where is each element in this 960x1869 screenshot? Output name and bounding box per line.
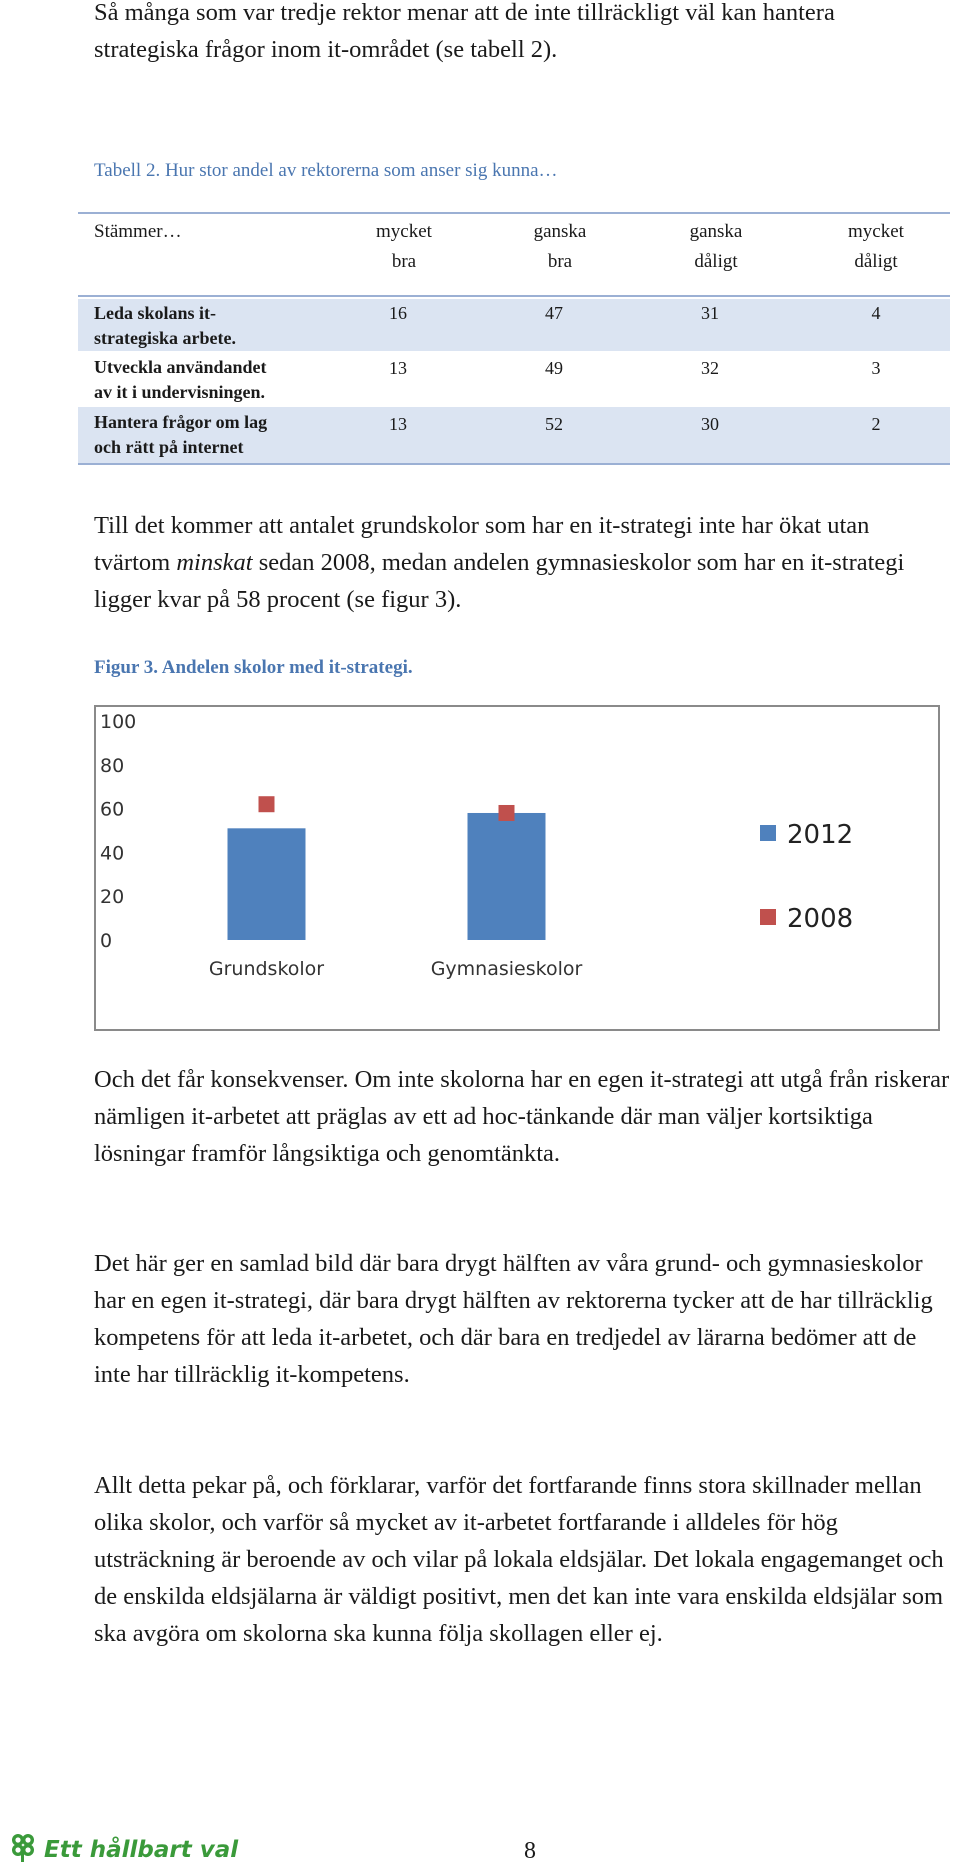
y-tick-label: 20 bbox=[100, 886, 125, 909]
table-cell: 47 bbox=[545, 303, 563, 323]
col-4-line1: mycket bbox=[848, 221, 904, 242]
row-1-label-line2: strategiska arbete. bbox=[94, 328, 236, 348]
table-cell: 4 bbox=[871, 303, 881, 323]
col-2-line1: ganska bbox=[533, 221, 587, 242]
table-row-label-3 bbox=[94, 410, 324, 460]
y-tick-label: 60 bbox=[100, 798, 125, 821]
table-cell: 3 bbox=[871, 358, 881, 378]
table-header-col-3 bbox=[646, 217, 786, 277]
chart-svg bbox=[96, 707, 938, 1029]
y-tick-label: 40 bbox=[100, 842, 125, 865]
legend-swatch-2012 bbox=[760, 825, 776, 841]
figure-caption: Figur 3. Andelen skolor med it-strategi. bbox=[94, 657, 413, 678]
table-cell: 52 bbox=[545, 414, 563, 434]
table-cell: 30 bbox=[701, 414, 719, 434]
row-1-label-line1: Leda skolans it- bbox=[94, 303, 217, 323]
col-2-line2: bra bbox=[547, 251, 573, 272]
y-tick-label: 0 bbox=[100, 930, 113, 952]
paragraph-4: Det här ger en samlad bild där bara drygt hälften av våra grund- och gymnasieskolor har en egen it-strategi, där bara drygt hälften av rektorerna tycker att de har tillräcklig kompetens för att leda it-arbetet, och där bara en tredjedel av lärarna bedömer att de inte har tillräcklig it-kompetens. bbox=[94, 1250, 933, 1388]
row-3-label-line1: Hantera frågor om lag bbox=[94, 412, 268, 432]
bar-2012-gymnasieskolor bbox=[468, 813, 546, 940]
col-1-line2: bra bbox=[391, 251, 417, 272]
bar-2012-grundskolor bbox=[228, 828, 306, 940]
paragraph-2-text-b: sedan 2008, medan andelen gymnasieskolor som har en it-strategi ligger kvar på 58 procent (se figur 3). bbox=[94, 549, 905, 613]
table-row-label-2 bbox=[94, 355, 324, 405]
table-row-label-1 bbox=[94, 301, 324, 351]
table-header-col-4 bbox=[806, 217, 946, 277]
table-cell: 2 bbox=[871, 414, 881, 434]
marker-2008-grundskolor bbox=[259, 796, 275, 812]
y-tick-label: 80 bbox=[100, 754, 125, 777]
table-cell: 49 bbox=[545, 358, 563, 378]
figure-3-chart bbox=[94, 705, 940, 1031]
intro-paragraph: Så många som var tredje rektor menar att de inte tillräckligt väl kan hantera strategiska frågor inom it-området (se tabell 2). bbox=[94, 0, 835, 63]
legend-label-2008: 2008 bbox=[787, 904, 854, 934]
marker-2008-gymnasieskolor bbox=[499, 805, 515, 821]
row-3-label-line2: och rätt på internet bbox=[94, 437, 244, 457]
paragraph-2 bbox=[94, 507, 944, 618]
table-cell: 32 bbox=[701, 358, 719, 378]
col-1-line1: mycket bbox=[376, 221, 432, 242]
table-cell: 13 bbox=[389, 414, 407, 434]
paragraph-2-italic: minskat bbox=[176, 549, 253, 576]
table-top-rule bbox=[78, 212, 950, 214]
table-cell: 31 bbox=[701, 303, 719, 323]
col-3-line2: dåligt bbox=[694, 251, 738, 272]
col-3-line1: ganska bbox=[689, 221, 743, 242]
table-caption: Tabell 2. Hur stor andel av rektorerna som anser sig kunna… bbox=[94, 160, 558, 181]
table-header-rule bbox=[78, 295, 950, 297]
row-2-label-line2: av it i undervisningen. bbox=[94, 382, 266, 402]
svg-text:Ett hållbart val: Ett hållbart val bbox=[44, 1837, 239, 1863]
legend-swatch-2008 bbox=[760, 909, 776, 925]
table-2 bbox=[78, 207, 950, 467]
legend-label-2012: 2012 bbox=[787, 820, 854, 850]
y-tick-label: 100 bbox=[100, 711, 137, 733]
table-header-col-2 bbox=[490, 217, 630, 277]
table-cell: 16 bbox=[389, 303, 407, 323]
table-cell: 13 bbox=[389, 358, 407, 378]
paragraph-3: Och det får konsekvenser. Om inte skolorna har en egen it-strategi att utgå från riskerar nämligen it-arbetet att präglas av ett ad hoc-tänkande där man väljer kortsiktiga lösningar framför långsiktiga och genomtänkta. bbox=[94, 1066, 950, 1167]
table-bottom-rule bbox=[78, 463, 950, 465]
col-4-line2: dåligt bbox=[854, 251, 898, 272]
row-2-label-line1: Utveckla användandet bbox=[94, 357, 267, 377]
x-category-label: Grundskolor bbox=[208, 958, 325, 980]
table-header-stammer: Stämmer… bbox=[94, 221, 182, 242]
paragraph-2-text-a: Till det kommer att antalet grundskolor som har en it-strategi inte har ökat utan tvärtom bbox=[94, 512, 870, 576]
paragraph-5: Allt detta pekar på, och förklarar, varför det fortfarande finns stora skillnader mellan olika skolor, och varför så mycket av it-arbetet fortfarande i alldeles för hög utsträckning är beroende av och vilar på lokala eldsjälar. Det lokala engagemanget och de enskilda eldsjälarna är väldigt positivt, men det kan inte vara enskilda eldsjälar som ska avgöra om skolorna ska kunna följa skollagen eller ej. bbox=[94, 1472, 944, 1647]
x-category-label: Gymnasieskolor bbox=[430, 958, 583, 980]
page-number: 8 bbox=[524, 1838, 536, 1864]
table-header-col-1 bbox=[334, 217, 474, 277]
